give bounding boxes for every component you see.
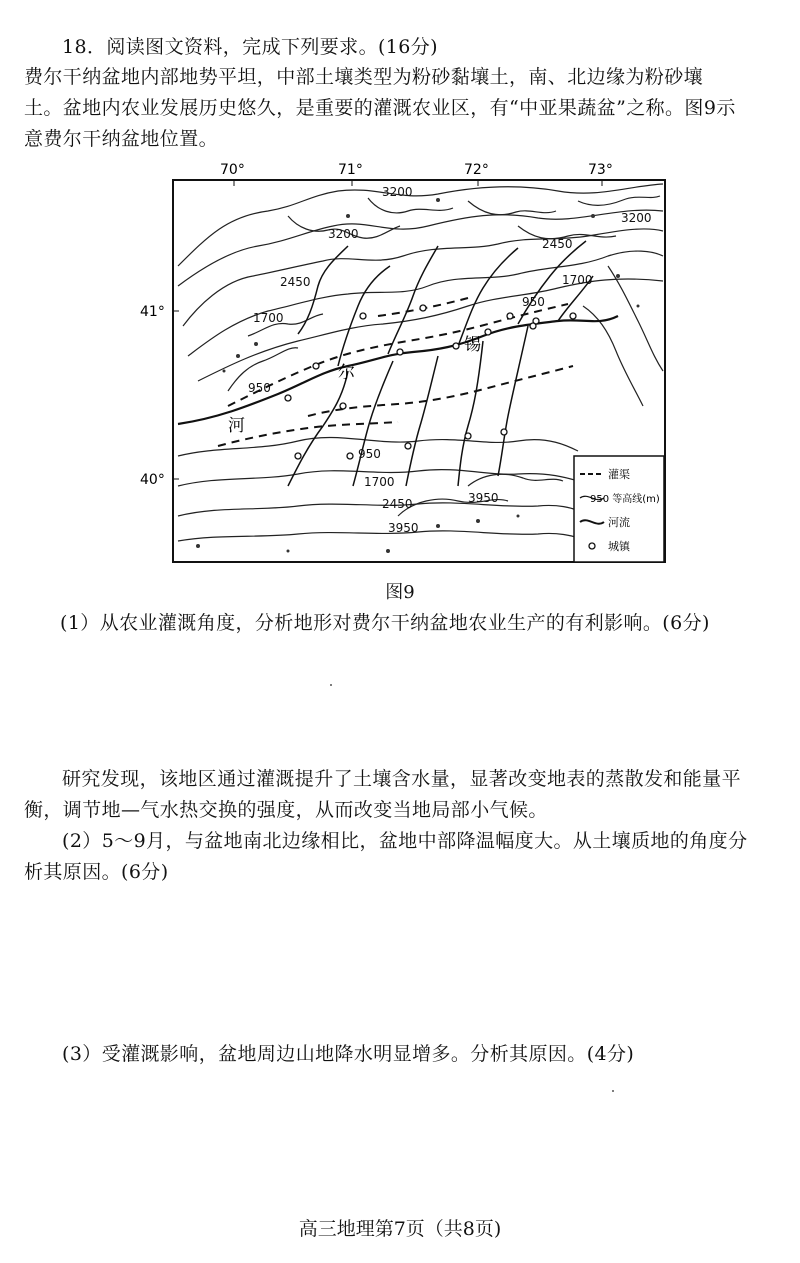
svg-text:950: 950 (358, 447, 381, 461)
research-line-1: 研究发现，该地区通过灌溉提升了土壤含水量，显著改变地表的蒸散发和能量平 (62, 768, 742, 790)
sub-question-2-line-1: (2）5～9月，与盆地南北边缘相比，盆地中部降温幅度大。从土壤质地的角度分 (62, 830, 748, 852)
lat-label-41: 41° (140, 304, 165, 320)
fergana-basin-map (138, 156, 678, 576)
legend-canal-label: 灌渠 (608, 468, 630, 481)
svg-text:950: 950 (522, 295, 545, 309)
legend-contour-label: 950 等高线(m) (590, 494, 660, 505)
map-legend (574, 456, 664, 562)
svg-text:2450: 2450 (542, 237, 573, 251)
lon-label-73: 73° (588, 162, 613, 178)
sub-question-2-line-2: 析其原因。(6分) (24, 861, 169, 883)
river-char-he: 河 (228, 416, 245, 436)
svg-text:3200: 3200 (621, 211, 652, 225)
svg-text:1700: 1700 (364, 475, 395, 489)
svg-text:3200: 3200 (382, 185, 413, 199)
figure-caption: 图9 (385, 582, 415, 603)
svg-text:3950: 3950 (388, 521, 419, 535)
sub-question-1: (1）从农业灌溉角度，分析地形对费尔干纳盆地农业生产的有利影响。(6分) (60, 612, 710, 634)
research-line-2: 衡，调节地—气水热交换的强度，从而改变当地局部小气候。 (24, 799, 548, 821)
svg-text:3200: 3200 (328, 227, 359, 241)
svg-text:2450: 2450 (382, 497, 413, 511)
legend-town-icon (589, 543, 595, 549)
scan-speck (612, 1090, 614, 1092)
legend-town-label: 城镇 (608, 540, 630, 553)
svg-text:1700: 1700 (562, 273, 593, 287)
river-char-xi: 锡 (464, 335, 481, 355)
svg-text:2450: 2450 (280, 275, 311, 289)
page-footer: 高三地理第7页（共8页) (298, 1218, 502, 1240)
question-title: 18．阅读图文资料，完成下列要求。(16分) (62, 36, 438, 58)
intro-line-3: 意费尔干纳盆地位置。 (24, 128, 219, 150)
svg-text:3950: 3950 (468, 491, 499, 505)
lon-label-70: 70° (220, 162, 245, 178)
river-char-er: 尔 (338, 363, 355, 383)
intro-line-1: 费尔干纳盆地内部地势平坦，中部土壤类型为粉砂黏壤土，南、北边缘为粉砂壤 (24, 66, 704, 88)
lon-label-72: 72° (464, 162, 489, 178)
svg-text:950: 950 (248, 381, 271, 395)
lat-label-40: 40° (140, 472, 165, 488)
intro-line-2: 土。盆地内农业发展历史悠久，是重要的灌溉农业区，有“中亚果蔬盆”之称。图9示 (24, 97, 736, 119)
sub-question-3: (3）受灌溉影响，盆地周边山地降水明显增多。分析其原因。(4分) (62, 1043, 635, 1065)
lon-label-71: 71° (338, 162, 363, 178)
legend-river-label: 河流 (608, 516, 630, 529)
svg-text:1700: 1700 (253, 311, 284, 325)
scan-speck (330, 684, 332, 686)
